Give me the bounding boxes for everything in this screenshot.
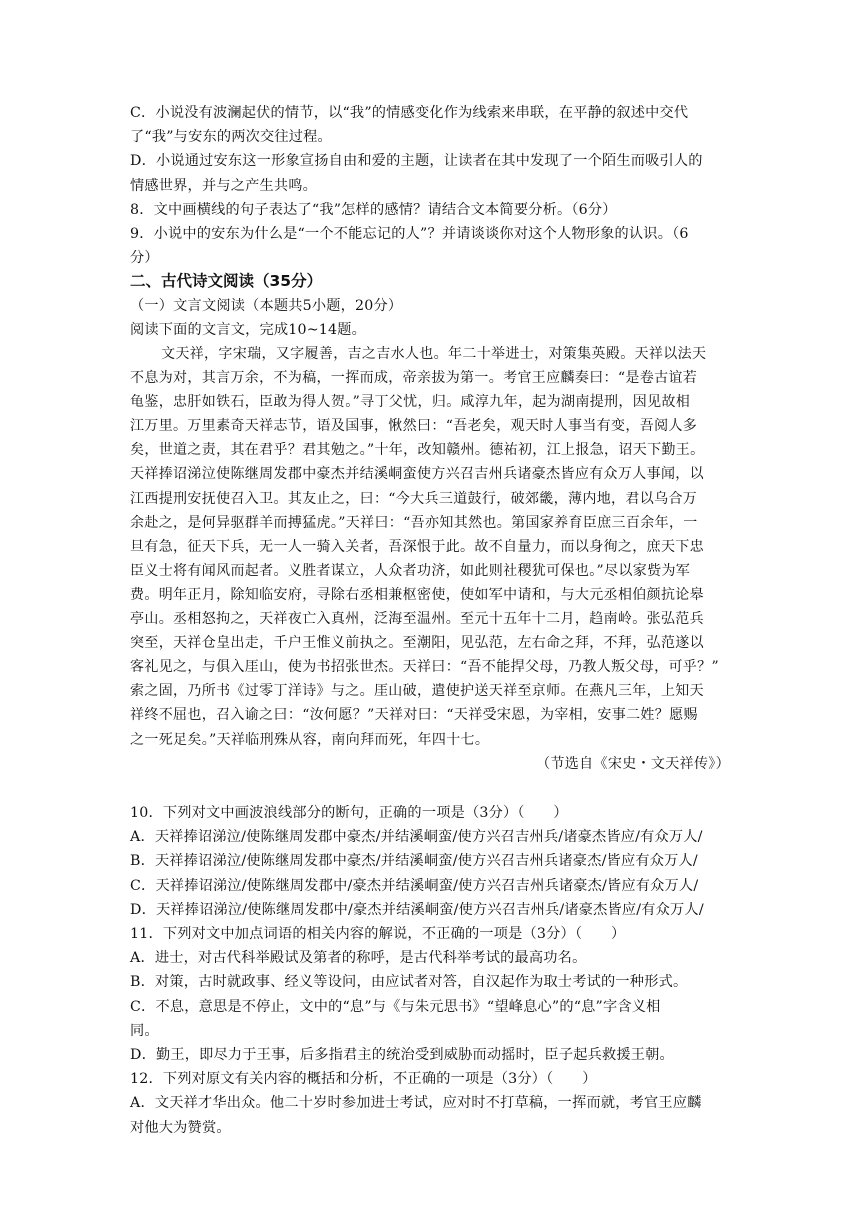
- question-7-options: [130, 101, 730, 270]
- question-11-option-a: A．进士，对古代科举殿试及第者的称呼，是古代科举考试的最高功名。: [130, 950, 587, 967]
- passage-line: 祥终不屈也，召入谕之曰：“汝何愿？”天祥对曰：“天祥受宋恩，为宰相，安事二姓？愿赐: [130, 707, 698, 724]
- question-11-option-c: C．不息，意思是不停止，文中的“息”与《与朱元思书》“望峰息心”的“息”字含义相: [130, 998, 661, 1015]
- question-9-line-2: 分）: [130, 250, 159, 267]
- passage-line: 亭山。丞相怒拘之，天祥夜亡入真州，泛海至温州。至元十五年十二月，趋南岭。张弘范兵: [130, 611, 704, 628]
- question-10-option-b: B．天祥捧诏涕泣/使陈继周发郡中豪杰/并结溪峒蛮/使方兴召吉州兵诸豪杰/皆应有众万人/: [130, 853, 698, 870]
- classical-passage: [130, 342, 730, 776]
- question-11-option-c-cont: 同。: [130, 1022, 159, 1039]
- question-10-option-c: C．天祥捧诏涕泣/使陈继周发郡中/豪杰并结溪峒蛮/使方兴召吉州兵诸豪杰/皆应有众万人/: [130, 877, 699, 894]
- option-d-line-2: 情感世界，并与之产生共鸣。: [130, 177, 318, 194]
- questions-10-12: [130, 801, 730, 1140]
- question-11-option-b: B．对策，古时就政事、经义等设问，由应试者对答，自汉起作为取士考试的一种形式。: [130, 974, 688, 991]
- option-d-line-1: D．小说通过安东这一形象宣扬自由和爱的主题，让读者在其中发现了一个陌生而吸引人的: [130, 153, 703, 170]
- question-10-option-a: A．天祥捧诏涕泣/使陈继周发郡中豪杰/并结溪峒蛮/使方兴召吉州兵/诸豪杰皆应/有众万人/: [130, 829, 703, 846]
- passage-line: 文天祥，字宋瑞，又字履善，吉之吉水人也。年二十举进士，对策集英殿。天祥以法天: [161, 346, 707, 362]
- option-c-line-1: C．小说没有波澜起伏的情节，以“我”的情感变化作为线索来串联，在平静的叙述中交代: [130, 105, 689, 121]
- option-c-line-2: 了“我”与安东的两次交往过程。: [130, 129, 332, 146]
- passage-line: 不息为对，其言万余，不为稿，一挥而成，帝亲拔为第一。考官王应麟奏曰：“是卷古谊若: [130, 370, 698, 387]
- question-9-line-1: 9．小说中的安东为什么是“一个不能忘记的人”？并请谈谈你对这个人物形象的认识。（6: [130, 226, 689, 243]
- question-8: 8．文中画横线的句子表达了“我”怎样的感情？请结合文本简要分析。（6分）: [130, 201, 617, 218]
- question-11-stem: 11．下列对文中加点词语的相关内容的解说，不正确的一项是（3分）（ ）: [130, 926, 626, 943]
- passage-line: 矣，世道之责，其在君乎？君其勉之。”十年，改知赣州。德祐初，江上报急，诏天下勤王。: [130, 442, 705, 459]
- subsection-title: （一）文言文阅读（本题共5小题，20分）: [130, 298, 403, 314]
- passage-line: 旦有急，征天下兵，无一人一骑入关者，吾深恨于此。故不自量力，而以身徇之，庶天下忠: [130, 538, 704, 555]
- passage-line: 龟鉴，忠肝如铁石，臣敢为得人贺。”寻丁父忧，归。咸淳九年，起为湖南提刑，因见故相: [130, 394, 691, 411]
- passage-line: 江万里。万里素奇天祥志节，语及国事，愀然曰：“吾老矣，观天时人事当有变，吾阅人多: [130, 418, 698, 435]
- question-11-option-d: D．勤王，即尽力于王事，后多指君主的统治受到威胁而动摇时，臣子起兵救援王朝。: [130, 1047, 674, 1064]
- passage-line: 余赴之，是何异驱群羊而搏猛虎。”天祥曰：“吾亦知其然也。第国家养育臣庶三百余年，一: [130, 514, 698, 531]
- question-12-option-a: A．文天祥才华出众。他二十岁时参加进士考试，应对时不打草稿，一挥而就，考官王应麟: [130, 1095, 702, 1112]
- question-10-option-d: D．天祥捧诏涕泣/使陈继周发郡中/豪杰并结溪峒蛮/使方兴召吉州兵/诸豪杰皆应/有众万人/: [130, 901, 704, 918]
- question-10-stem: 10．下列对文中画波浪线部分的断句，正确的一项是（3分）（ ）: [130, 805, 568, 821]
- passage-line: 索之固，乃所书《过零丁洋诗》与之。厓山破，遣使护送天祥至京师。在燕凡三年，上知天: [130, 683, 704, 700]
- passage-line: 天祥捧诏涕泣使陈继周发郡中豪杰并结溪峒蛮使方兴召吉州兵诸豪杰皆应有众万人事闻，以: [130, 466, 704, 483]
- section-two: [130, 268, 730, 342]
- reading-instruction: 阅读下面的文言文，完成10~14题。: [130, 322, 367, 339]
- question-12-stem: 12．下列对原文有关内容的概括和分析，不正确的一项是（3分）（ ）: [130, 1071, 597, 1088]
- passage-line: 费。明年正月，除知临安府，寻除右丞相兼枢密使，使如军中请和，与大元丞相伯颜抗论皋: [130, 586, 704, 603]
- passage-line: 江西提刑安抚使召入卫。其友止之，曰：“今大兵三道鼓行，破郊畿，薄内地，君以乌合万: [130, 490, 698, 507]
- passage-line: 突至，天祥仓皇出走，千户王惟义前执之。至潮阳，见弘范，左右命之拜，不拜，弘范遂以: [130, 635, 704, 652]
- passage-line: 之一死足矣。”天祥临刑殊从容，南向拜而死，年四十七。: [130, 731, 490, 748]
- passage-source: （节选自《宋史・文天祥传》）: [536, 755, 730, 772]
- passage-line: 臣义士将有闻风而起者。义胜者谋立，人众者功济，如此则社稷犹可保也。”尽以家赀为军: [130, 562, 691, 579]
- question-12-option-a-cont: 对他大为赞赏。: [130, 1119, 231, 1136]
- section-title: 二、古代诗文阅读（35分）: [130, 272, 323, 290]
- passage-line: 客礼见之，与俱入厓山，使为书招张世杰。天祥曰：“吾不能捍父母，乃教人叛父母，可乎？”: [130, 659, 720, 676]
